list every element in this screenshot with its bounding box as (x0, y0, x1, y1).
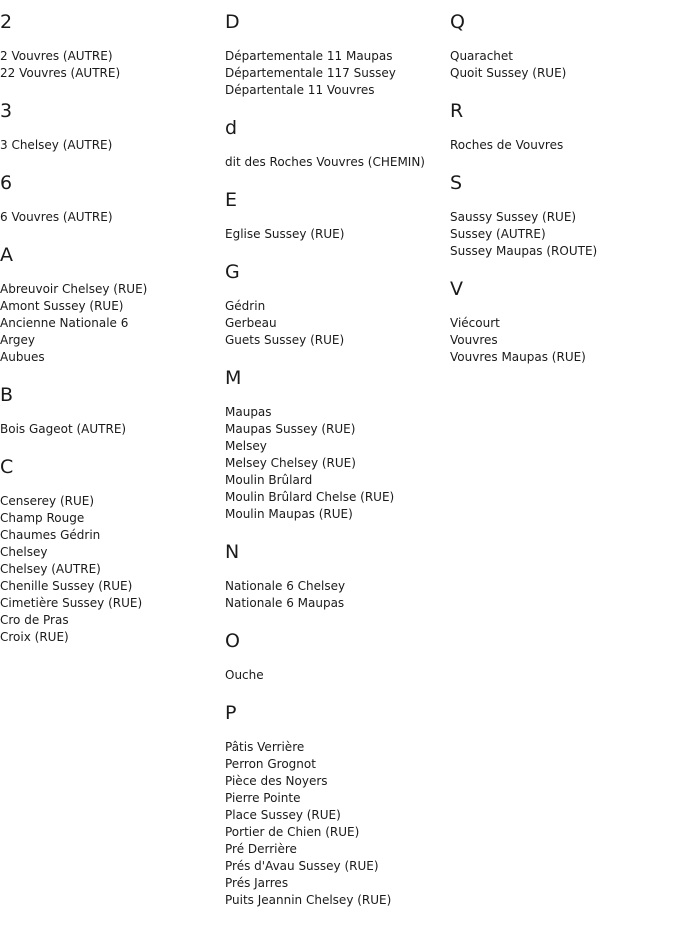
letter-group-v (450, 277, 675, 366)
street-list (225, 154, 450, 171)
street-list-item (225, 48, 450, 65)
letter-heading: B (0, 384, 14, 406)
street-list-item (0, 281, 225, 298)
street-link-melsey[interactable]: Melsey (225, 439, 267, 453)
letter-heading: O (225, 630, 240, 652)
street-list-item (450, 226, 675, 243)
street-list-item (0, 315, 225, 332)
street-link-chelsey[interactable]: Chelsey (0, 545, 48, 559)
street-link-chenille-sussey-rue[interactable]: Chenille Sussey (RUE) (0, 579, 133, 593)
letter-heading: S (450, 172, 463, 194)
street-list-item (0, 578, 225, 595)
street-link-quarachet[interactable]: Quarachet (450, 49, 513, 63)
street-list-item (450, 209, 675, 226)
street-link-moulin-maupas-rue[interactable]: Moulin Maupas (RUE) (225, 507, 353, 521)
street-link-22-vouvres-autre[interactable]: 22 Vouvres (AUTRE) (0, 66, 121, 80)
street-list-item (0, 332, 225, 349)
letter-group-2 (0, 10, 225, 82)
street-list-item (225, 154, 450, 171)
street-link-patis-verriere[interactable]: Pâtis Verrière (225, 740, 305, 754)
street-link-amont-sussey-rue[interactable]: Amont Sussey (RUE) (0, 299, 124, 313)
street-link-pierre-pointe[interactable]: Pierre Pointe (225, 791, 301, 805)
street-list-item (225, 65, 450, 82)
street-link-vouvres[interactable]: Vouvres (450, 333, 498, 347)
street-link-sussey-maupas-route[interactable]: Sussey Maupas (ROUTE) (450, 244, 598, 258)
street-list-item (450, 332, 675, 349)
street-link-portier-de-chien-rue[interactable]: Portier de Chien (RUE) (225, 825, 360, 839)
letter-group-n (225, 540, 450, 612)
street-list-item (225, 315, 450, 332)
street-list-item (225, 438, 450, 455)
street-list (450, 209, 675, 260)
letter-group-s (450, 171, 675, 260)
street-link-piece-des-noyers[interactable]: Pièce des Noyers (225, 774, 328, 788)
street-list-item (0, 510, 225, 527)
street-list-item (0, 137, 225, 154)
street-list-item (450, 48, 675, 65)
letter-group-r (450, 99, 675, 154)
street-list-item (225, 790, 450, 807)
street-link-quoit-sussey-rue[interactable]: Quoit Sussey (RUE) (450, 66, 567, 80)
street-list-item (225, 82, 450, 99)
street-list-item (0, 48, 225, 65)
street-link-croix-rue[interactable]: Croix (RUE) (0, 630, 69, 644)
street-list-item (0, 527, 225, 544)
letter-heading: D (225, 11, 240, 33)
street-list (0, 421, 225, 438)
street-link-champ-rouge[interactable]: Champ Rouge (0, 511, 85, 525)
street-link-cimetiere-sussey-rue[interactable]: Cimetière Sussey (RUE) (0, 596, 143, 610)
street-link-argey[interactable]: Argey (0, 333, 36, 347)
letter-group-a (0, 243, 225, 366)
letter-heading: R (450, 100, 464, 122)
street-link-moulin-brulard[interactable]: Moulin Brûlard (225, 473, 313, 487)
street-link-3-chelsey-autre[interactable]: 3 Chelsey (AUTRE) (0, 138, 113, 152)
street-link-eglise-sussey-rue[interactable]: Eglise Sussey (RUE) (225, 227, 345, 241)
street-list (450, 48, 675, 82)
letter-group-q (450, 10, 675, 82)
street-link-bois-gageot-autre[interactable]: Bois Gageot (AUTRE) (0, 422, 127, 436)
street-list-item (225, 807, 450, 824)
street-link-2-vouvres-autre[interactable]: 2 Vouvres (AUTRE) (0, 49, 113, 63)
street-list-item (225, 892, 450, 909)
street-link-dit-des-roches-vouvres-chemin[interactable]: dit des Roches Vouvres (CHEMIN) (225, 155, 425, 169)
street-list-item (225, 739, 450, 756)
street-link-viecourt[interactable]: Viécourt (450, 316, 500, 330)
street-link-gerbeau[interactable]: Gerbeau (225, 316, 277, 330)
street-link-aubues[interactable]: Aubues (0, 350, 45, 364)
street-link-moulin-brulard-chelse-rue[interactable]: Moulin Brûlard Chelse (RUE) (225, 490, 395, 504)
street-list-item (225, 841, 450, 858)
street-link-chaumes-gedrin[interactable]: Chaumes Gédrin (0, 528, 101, 542)
street-list (0, 209, 225, 226)
street-link-vouvres-maupas-rue[interactable]: Vouvres Maupas (RUE) (450, 350, 586, 364)
street-list-item (225, 489, 450, 506)
street-link-departementale-11-maupas[interactable]: Départementale 11 Maupas (225, 49, 393, 63)
letter-group-c (0, 455, 225, 646)
street-list-item (0, 349, 225, 366)
street-link-roches-de-vouvres[interactable]: Roches de Vouvres (450, 138, 564, 152)
street-list-item (450, 315, 675, 332)
street-list-item (225, 667, 450, 684)
street-link-pre-derriere[interactable]: Pré Derrière (225, 842, 297, 856)
letter-group-e (225, 188, 450, 243)
letter-heading: M (225, 367, 242, 389)
street-link-puits-jeannin-chelsey-rue[interactable]: Puits Jeannin Chelsey (RUE) (225, 893, 392, 907)
letter-heading: N (225, 541, 240, 563)
street-list-item (0, 595, 225, 612)
street-list (225, 739, 450, 909)
street-link-place-sussey-rue[interactable]: Place Sussey (RUE) (225, 808, 341, 822)
street-list-item (450, 349, 675, 366)
street-link-maupas-sussey-rue[interactable]: Maupas Sussey (RUE) (225, 422, 356, 436)
street-list (225, 298, 450, 349)
street-link-guets-sussey-rue[interactable]: Guets Sussey (RUE) (225, 333, 345, 347)
index-column-3 (450, 0, 675, 383)
street-link-departementale-117-sussey[interactable]: Départementale 117 Sussey (225, 66, 396, 80)
letter-group-p (225, 701, 450, 909)
street-list (225, 226, 450, 243)
street-list-item (450, 65, 675, 82)
street-list-item (225, 226, 450, 243)
street-list-item (225, 858, 450, 875)
letter-heading: V (450, 278, 463, 300)
street-link-gedrin[interactable]: Gédrin (225, 299, 266, 313)
letter-heading: E (225, 189, 238, 211)
letter-group-6 (0, 171, 225, 226)
street-list-item (225, 298, 450, 315)
street-link-sussey-autre[interactable]: Sussey (AUTRE) (450, 227, 546, 241)
street-list-item (225, 875, 450, 892)
street-list-item (0, 629, 225, 646)
letter-group-3 (0, 99, 225, 154)
street-list-item (0, 209, 225, 226)
street-list (225, 404, 450, 523)
street-list (225, 578, 450, 612)
street-list-item (0, 544, 225, 561)
street-list-item (225, 595, 450, 612)
street-list (225, 48, 450, 99)
street-link-pres-d-avau-sussey-rue[interactable]: Prés d'Avau Sussey (RUE) (225, 859, 379, 873)
letter-group-o (225, 629, 450, 684)
street-link-ouche[interactable]: Ouche (225, 668, 264, 682)
street-list-item (225, 773, 450, 790)
letter-heading: Q (450, 11, 465, 33)
letter-group-g (225, 260, 450, 349)
street-list-item (225, 332, 450, 349)
street-list-item (225, 472, 450, 489)
letter-heading: C (0, 456, 14, 478)
street-list-item (450, 137, 675, 154)
street-list-item (225, 404, 450, 421)
street-list (0, 493, 225, 646)
street-list-item (0, 421, 225, 438)
street-link-maupas[interactable]: Maupas (225, 405, 272, 419)
letter-heading: 6 (0, 172, 13, 194)
street-link-censerey-rue[interactable]: Censerey (RUE) (0, 494, 95, 508)
street-list-item (0, 298, 225, 315)
letter-heading: 3 (0, 100, 13, 122)
street-list-item (0, 612, 225, 629)
street-link-perron-grognot[interactable]: Perron Grognot (225, 757, 316, 771)
street-link-melsey-chelsey-rue[interactable]: Melsey Chelsey (RUE) (225, 456, 356, 470)
letter-heading: G (225, 261, 240, 283)
letter-group-b (0, 383, 225, 438)
letter-heading: d (225, 117, 238, 139)
street-link-pres-jarres[interactable]: Prés Jarres (225, 876, 289, 890)
street-list-item (0, 493, 225, 510)
letter-group-d (225, 10, 450, 99)
street-link-nationale-6-chelsey[interactable]: Nationale 6 Chelsey (225, 579, 346, 593)
street-list-item (225, 578, 450, 595)
letter-heading: P (225, 702, 237, 724)
street-link-ancienne-nationale-6[interactable]: Ancienne Nationale 6 (0, 316, 129, 330)
street-list-item (225, 824, 450, 841)
street-link-nationale-6-maupas[interactable]: Nationale 6 Maupas (225, 596, 345, 610)
letter-group-d-lower (225, 116, 450, 171)
street-list-item (0, 65, 225, 82)
street-list (450, 315, 675, 366)
letter-heading: 2 (0, 11, 13, 33)
street-link-chelsey-autre[interactable]: Chelsey (AUTRE) (0, 562, 101, 576)
street-list-item (225, 455, 450, 472)
street-link-saussy-sussey-rue[interactable]: Saussy Sussey (RUE) (450, 210, 577, 224)
street-list-item (0, 561, 225, 578)
street-list-item (225, 756, 450, 773)
street-link-abreuvoir-chelsey-rue[interactable]: Abreuvoir Chelsey (RUE) (0, 282, 148, 296)
street-list (0, 48, 225, 82)
letter-group-m (225, 366, 450, 523)
index-column-1 (0, 0, 225, 663)
street-list-item (450, 243, 675, 260)
letter-heading: A (0, 244, 13, 266)
street-list (225, 667, 450, 684)
street-link-departentale-11-vouvres[interactable]: Départentale 11 Vouvres (225, 83, 375, 97)
street-list (450, 137, 675, 154)
street-list (0, 281, 225, 366)
street-link-6-vouvres-autre[interactable]: 6 Vouvres (AUTRE) (0, 210, 113, 224)
street-list (0, 137, 225, 154)
street-list-item (225, 506, 450, 523)
street-list-item (225, 421, 450, 438)
street-link-cro-de-pras[interactable]: Cro de Pras (0, 613, 69, 627)
index-column-2 (225, 0, 450, 926)
